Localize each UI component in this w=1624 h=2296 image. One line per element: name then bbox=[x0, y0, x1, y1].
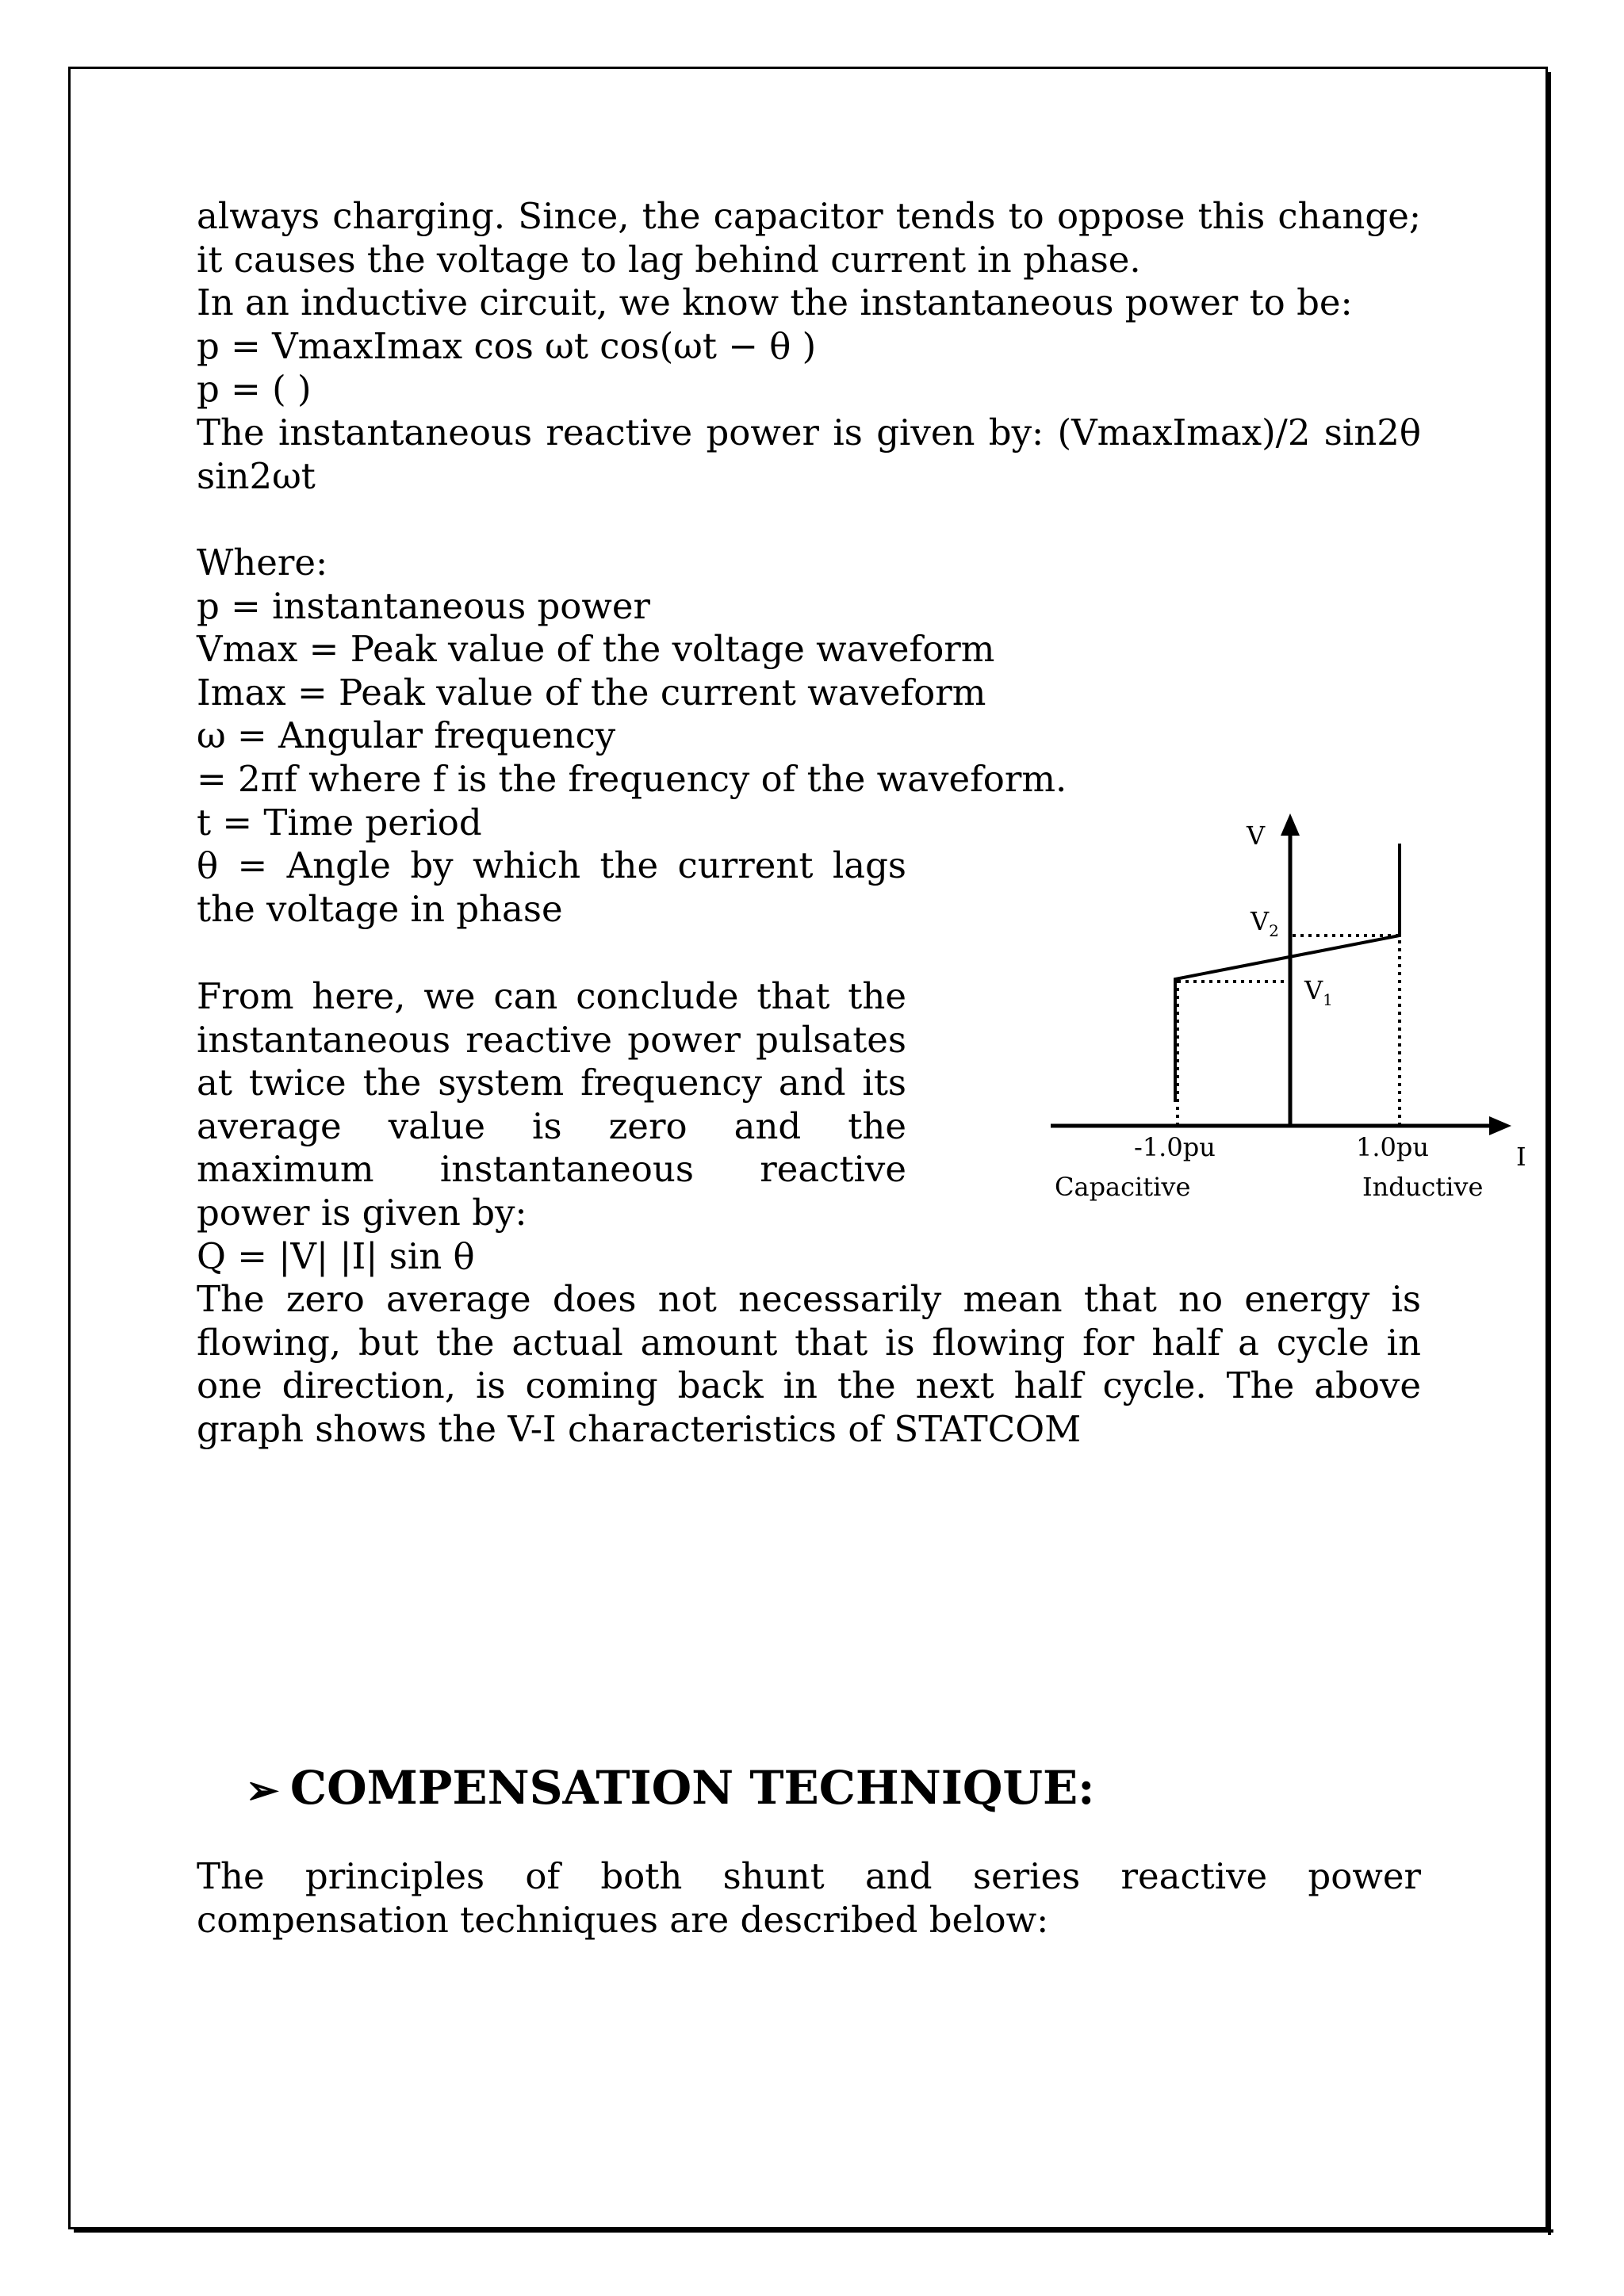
definition-item: θ = Angle by which the current lags the voltage in phase bbox=[197, 844, 906, 930]
v-axis-arrowhead-icon bbox=[1281, 813, 1300, 836]
definition-item: Vmax = Peak value of the voltage waveform bbox=[197, 628, 995, 671]
pos-tick-label: 1.0pu bbox=[1356, 1132, 1429, 1162]
definition-item: ω = Angular frequency bbox=[197, 714, 616, 757]
q-formula: Q = |V| |I| sin θ bbox=[197, 1234, 475, 1277]
vi-characteristic-figure bbox=[1031, 809, 1538, 1253]
definition-item: Imax = Peak value of the current waveform bbox=[197, 671, 986, 714]
vi-characteristic-curve bbox=[1175, 844, 1400, 1102]
where-label: Where: bbox=[197, 541, 328, 584]
definitions-block bbox=[197, 541, 1069, 931]
intro-paragraph: always charging. Since, the capacitor tends to oppose this change; it causes the voltage to lag behind current in phase. bbox=[197, 195, 1421, 281]
v1-label: $V_1$ bbox=[1304, 975, 1333, 1009]
section-title: COMPENSATION TECHNIQUE: bbox=[289, 1761, 1095, 1815]
i-axis-arrowhead-icon bbox=[1489, 1116, 1511, 1135]
neg-tick-label: -1.0pu bbox=[1134, 1132, 1216, 1162]
reactive-power-sentence: The instantaneous reactive power is given by: (VmaxImax)/2 sin2θ sin2ωt bbox=[197, 411, 1421, 497]
conclusion-block bbox=[197, 975, 906, 1278]
intro-block bbox=[197, 195, 1421, 498]
definition-item: p = instantaneous power bbox=[197, 584, 651, 627]
capacitive-label: Capacitive bbox=[1055, 1172, 1191, 1202]
v2-label: $V_2$ bbox=[1251, 906, 1279, 940]
v-axis-label: V bbox=[1247, 821, 1266, 851]
zero-average-text: The zero average does not necessarily mean that no energy is flowing, but the actual amount that is flowing for half a cycle in one direction, is coming back in the next half cycle. The above graph shows the V-I characteristics of STATCOM bbox=[197, 1278, 1421, 1450]
power-equation: p = VmaxImax cos ωt cos(ωt − θ ) bbox=[197, 324, 817, 367]
definition-item: t = Time period bbox=[197, 801, 482, 844]
arrow-bullet-icon: ➢ bbox=[246, 1766, 279, 1813]
section-heading bbox=[246, 1760, 1095, 1818]
inductive-label: Inductive bbox=[1362, 1172, 1484, 1202]
zero-average-block bbox=[197, 1278, 1421, 1451]
compensation-text: The principles of both shunt and series reactive power compensation techniques are described below: bbox=[197, 1855, 1421, 1941]
inductive-sentence: In an inductive circuit, we know the instantaneous power to be: bbox=[197, 281, 1353, 324]
i-axis-label: I bbox=[1516, 1142, 1526, 1172]
definition-item: = 2πf where f is the frequency of the waveform. bbox=[197, 757, 1067, 800]
power-equation-empty: p = ( ) bbox=[197, 368, 312, 411]
compensation-block bbox=[197, 1855, 1421, 1942]
conclusion-text: From here, we can conclude that the instantaneous reactive power pulsates at twice the system frequency and its average value is zero and the maximum instantaneous reactive power is given by: bbox=[197, 975, 906, 1234]
